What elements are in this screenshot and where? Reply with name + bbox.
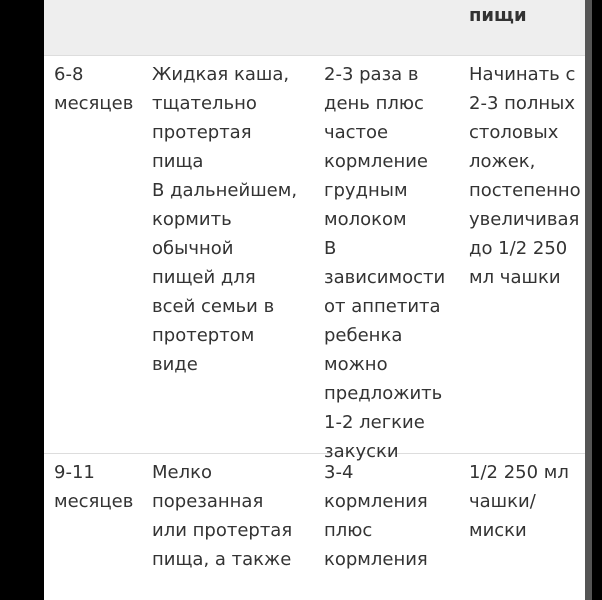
cell-food: Жидкая каша, тщательно протертая пища В дальнейшем, кормить обычной пищей для всей семьи в протертом виде	[152, 64, 298, 375]
header-cell-food	[152, 0, 312, 1]
cell-amount: Начинать с 2-3 полных столовых ложек, постепенно увеличивая до 1/2 250 мл чашки	[469, 64, 581, 288]
table-header-row	[44, 0, 586, 55]
cell-age: 6-8 месяцев	[54, 64, 134, 114]
table-row	[44, 55, 586, 462]
vertical-scrollbar[interactable]	[585, 0, 592, 600]
cell-frequency: 2-3 раза в день плюс частое кормление грудным молоком В зависимости от аппетита ребенка можно предложить 1-2 легкие закуски	[324, 64, 446, 462]
cell-age: 9-11 месяцев	[54, 462, 134, 512]
header-cell-amount: пищи	[469, 5, 527, 26]
cell-amount: 1/2 250 мл чашки/ миски	[469, 462, 569, 541]
table-row	[44, 454, 586, 600]
cell-frequency: 3-4 кормления плюс кормления	[324, 462, 428, 570]
feeding-table	[44, 0, 586, 600]
cell-food: Мелко порезанная или протертая пища, а также	[152, 462, 293, 570]
